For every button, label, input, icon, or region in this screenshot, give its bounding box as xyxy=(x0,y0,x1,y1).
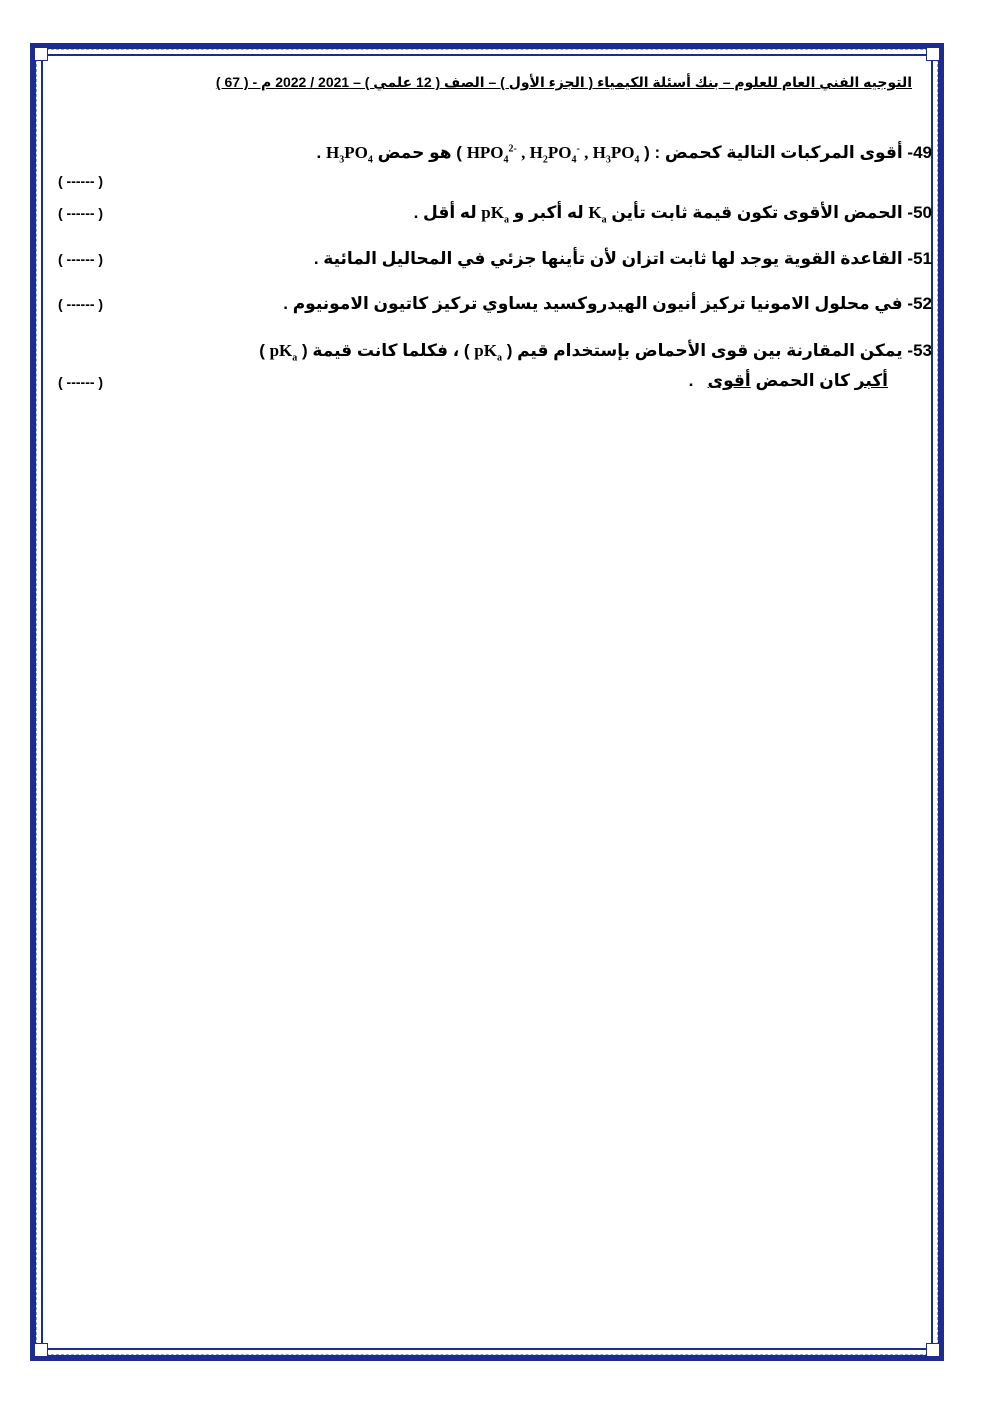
corner-ornament xyxy=(34,1343,48,1357)
question-text: كان الحمض xyxy=(755,371,851,390)
question-number: 51- xyxy=(907,249,932,268)
question-text: القاعدة القوية يوجد لها ثابت اتزان لأن تأينها جزئي في المحاليل المائية . xyxy=(313,249,903,268)
answer-blank[interactable]: ( ------ ) xyxy=(58,296,104,312)
question-end: . xyxy=(688,371,694,390)
question-53-text: 53- يمكن المقارنة بين قوى الأحماض بإستخدام قيم ( $pK_a$ ) ، فكلما كانت قيمة ( $pK_a$ ) xyxy=(259,341,932,364)
question-53 xyxy=(56,341,932,401)
question-number: 53- xyxy=(907,341,932,360)
question-49-text xyxy=(317,143,932,165)
corner-ornament xyxy=(926,47,940,61)
question-51-text xyxy=(314,249,932,269)
header-text: التوجيه الفني العام للعلوم – بنك أسئلة الكيمياء ( الجزء الأول ) – الصف ( 12 علمي ) – 2021 / 2022 م - ( 67 ) xyxy=(215,74,912,90)
answer-blank[interactable]: ( ------ ) xyxy=(58,173,104,189)
page-header xyxy=(80,74,912,91)
corner-ornament xyxy=(34,47,48,61)
question-51 xyxy=(56,249,932,277)
question-50-text: 50- الحمض الأقوى تكون قيمة ثابت تأين $K_a$ له أكبر و $pK_a$ له أقل . xyxy=(413,203,932,226)
formula-answer: $H_3PO_4$ xyxy=(325,143,373,166)
question-number: 50- xyxy=(907,203,932,222)
underlined-word: أكبر xyxy=(854,371,888,390)
question-50 xyxy=(56,203,932,231)
question-53-line2 xyxy=(689,371,888,391)
question-text: أقوى المركبات التالية كحمض : ( xyxy=(644,143,903,162)
answer-blank[interactable]: ( ------ ) xyxy=(58,374,104,390)
question-number: 52- xyxy=(907,294,932,313)
question-number: 49- xyxy=(907,143,932,162)
question-text: ) هو حمض xyxy=(377,143,462,162)
question-52 xyxy=(56,294,932,322)
underlined-word: أقوى xyxy=(707,371,751,390)
formula-list: $HPO_4^{2-}$ , $H_2PO_4^-$ , $H_3PO_4$ xyxy=(466,143,640,166)
question-text: في محلول الامونيا تركيز أنيون الهيدروكسيد يساوي تركيز كاتيون الامونيوم . xyxy=(283,294,903,313)
question-end: . xyxy=(316,143,322,162)
answer-blank[interactable]: ( ------ ) xyxy=(58,251,104,267)
answer-blank[interactable]: ( ------ ) xyxy=(58,205,104,221)
corner-ornament xyxy=(926,1343,940,1357)
question-52-text xyxy=(283,294,932,314)
question-49 xyxy=(56,143,932,193)
